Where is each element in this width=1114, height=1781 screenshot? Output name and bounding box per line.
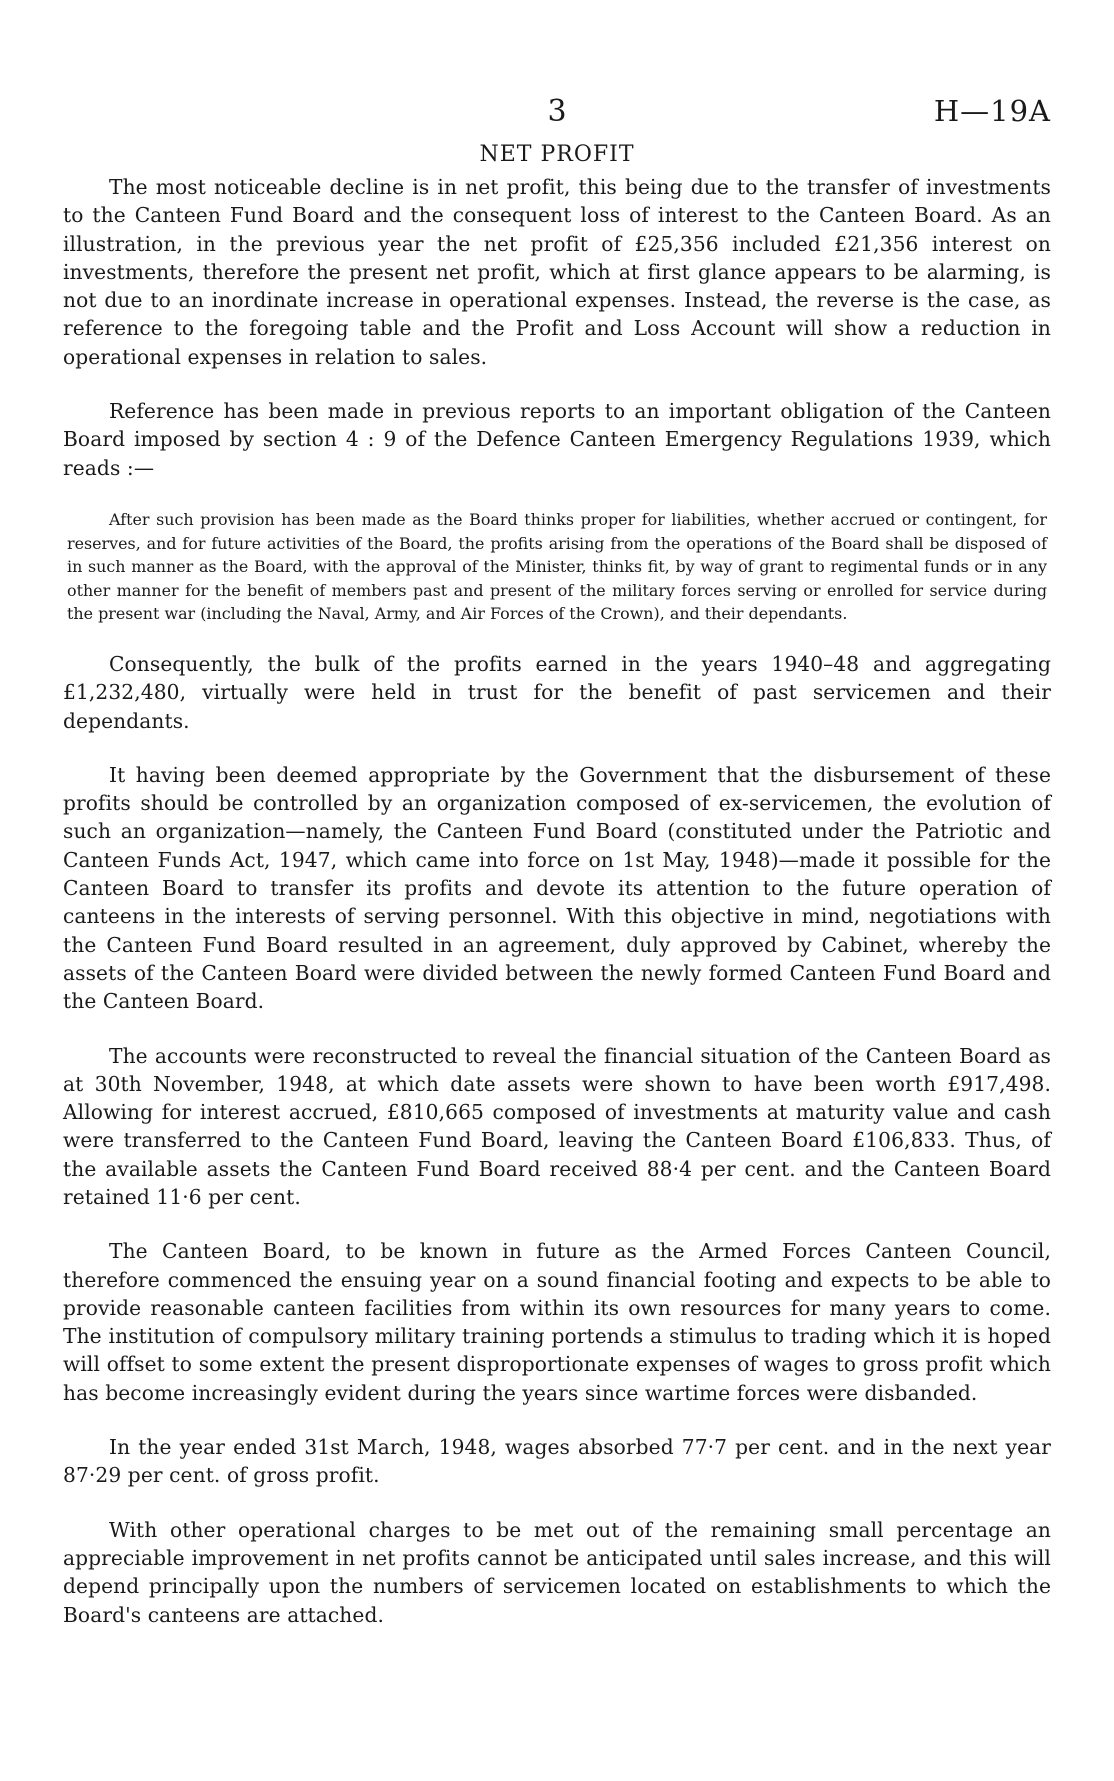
paragraph-canteen-fund-board: It having been deemed appropriate by the Government that the disbursement of these profits should be controlled by an organization composed of ex-servicemen, the evolution of such an organization—namely, the Canteen Fund Board (constituted under the Patriotic and Canteen Funds Act, 1947, which came into force on 1st May, 1948)—made it possible for the Canteen Board to transfer its profits and devote its attention to the future operation of canteens in the interests of serving personnel. With this objective in mind, negotiations with the Canteen Fund Board resulted in an agreement, duly approved by Cabinet, whereby the assets of the Canteen Board were divided between the newly formed Canteen Fund Board and the Canteen Board. — [63, 762, 1051, 1014]
regulation-quotation: After such provision has been made as the Board thinks proper for liabilities, whether accrued or contingent, for reserves, and for future activities of the Board, the profits arising from the operations of the Board shall be disposed of in such manner as the Board, with the approval of the Minister, thinks fit, by way of grant to regimental funds or in any other manner for the benefit of members past and present of the military forces serving or enrolled for service during the present war (including the Naval, Army, and Air Forces of the Crown), and their dependants. — [67, 509, 1047, 624]
document-page — [63, 94, 1051, 1655]
paragraph-net-profit-decline: The most noticeable decline is in net profit, this being due to the transfer of investments to the Canteen Fund Board and the consequent loss of interest to the Canteen Board. As an illustration, in the previous year the net profit of £25,356 included £21,356 interest on investments, therefore the present net profit, which at first glance appears to be alarming, is not due to an inordinate increase in operational expenses. Instead, the reverse is the case, as reference to the foregoing table and the Profit and Loss Account will show a reduction in operational expenses in relation to sales. — [63, 175, 1051, 369]
paragraph-operational-charges: With other operational charges to be met out of the remaining small percentage an appreciable improvement in net profits cannot be anticipated until sales increase, and this will depend principally upon the numbers of servicemen located on establishments to which the Board's canteens are attached. — [63, 1517, 1051, 1627]
paragraph-wages-absorbed: In the year ended 31st March, 1948, wages absorbed 77·7 per cent. and in the next year 87·29 per cent. of gross profit. — [63, 1435, 1051, 1488]
paragraph-armed-forces-canteen-council: The Canteen Board, to be known in future as the Armed Forces Canteen Council, therefore commenced the ensuing year on a sound financial footing and expects to be able to provide reasonable canteen facilities from within its own resources for many years to come. The institution of compulsory military training portends a stimulus to trading which it is hoped will offset to some extent the present disproportionate expenses of wages to gross profit which has become increasingly evident during the years since wartime forces were disbanded. — [63, 1239, 1051, 1405]
page-number: 3 — [547, 94, 567, 129]
section-heading: NET PROFIT — [479, 142, 635, 167]
page-header — [63, 94, 1051, 134]
document-reference: H—19A — [933, 94, 1051, 128]
paragraph-accounts-reconstructed: The accounts were reconstructed to reveal the financial situation of the Canteen Board as at 30th November, 1948, at which date assets were shown to have been worth £917,498. Allowing for interest accrued, £810,665 composed of investments at maturity value and cash were transferred to the Canteen Fund Board, leaving the Canteen Board £106,833. Thus, of the available assets the Canteen Fund Board received 88·4 per cent. and the Canteen Board retained 11·6 per cent. — [63, 1043, 1051, 1209]
paragraph-profits-held-in-trust: Consequently, the bulk of the profits earned in the years 1940–48 and aggregating £1,232,480, virtually were held in trust for the benefit of past servicemen and their dependants. — [63, 651, 1051, 733]
paragraph-obligation-reference: Reference has been made in previous reports to an important obligation of the Canteen Board imposed by section 4 : 9 of the Defence Canteen Emergency Regulations 1939, which reads :— — [63, 399, 1051, 480]
